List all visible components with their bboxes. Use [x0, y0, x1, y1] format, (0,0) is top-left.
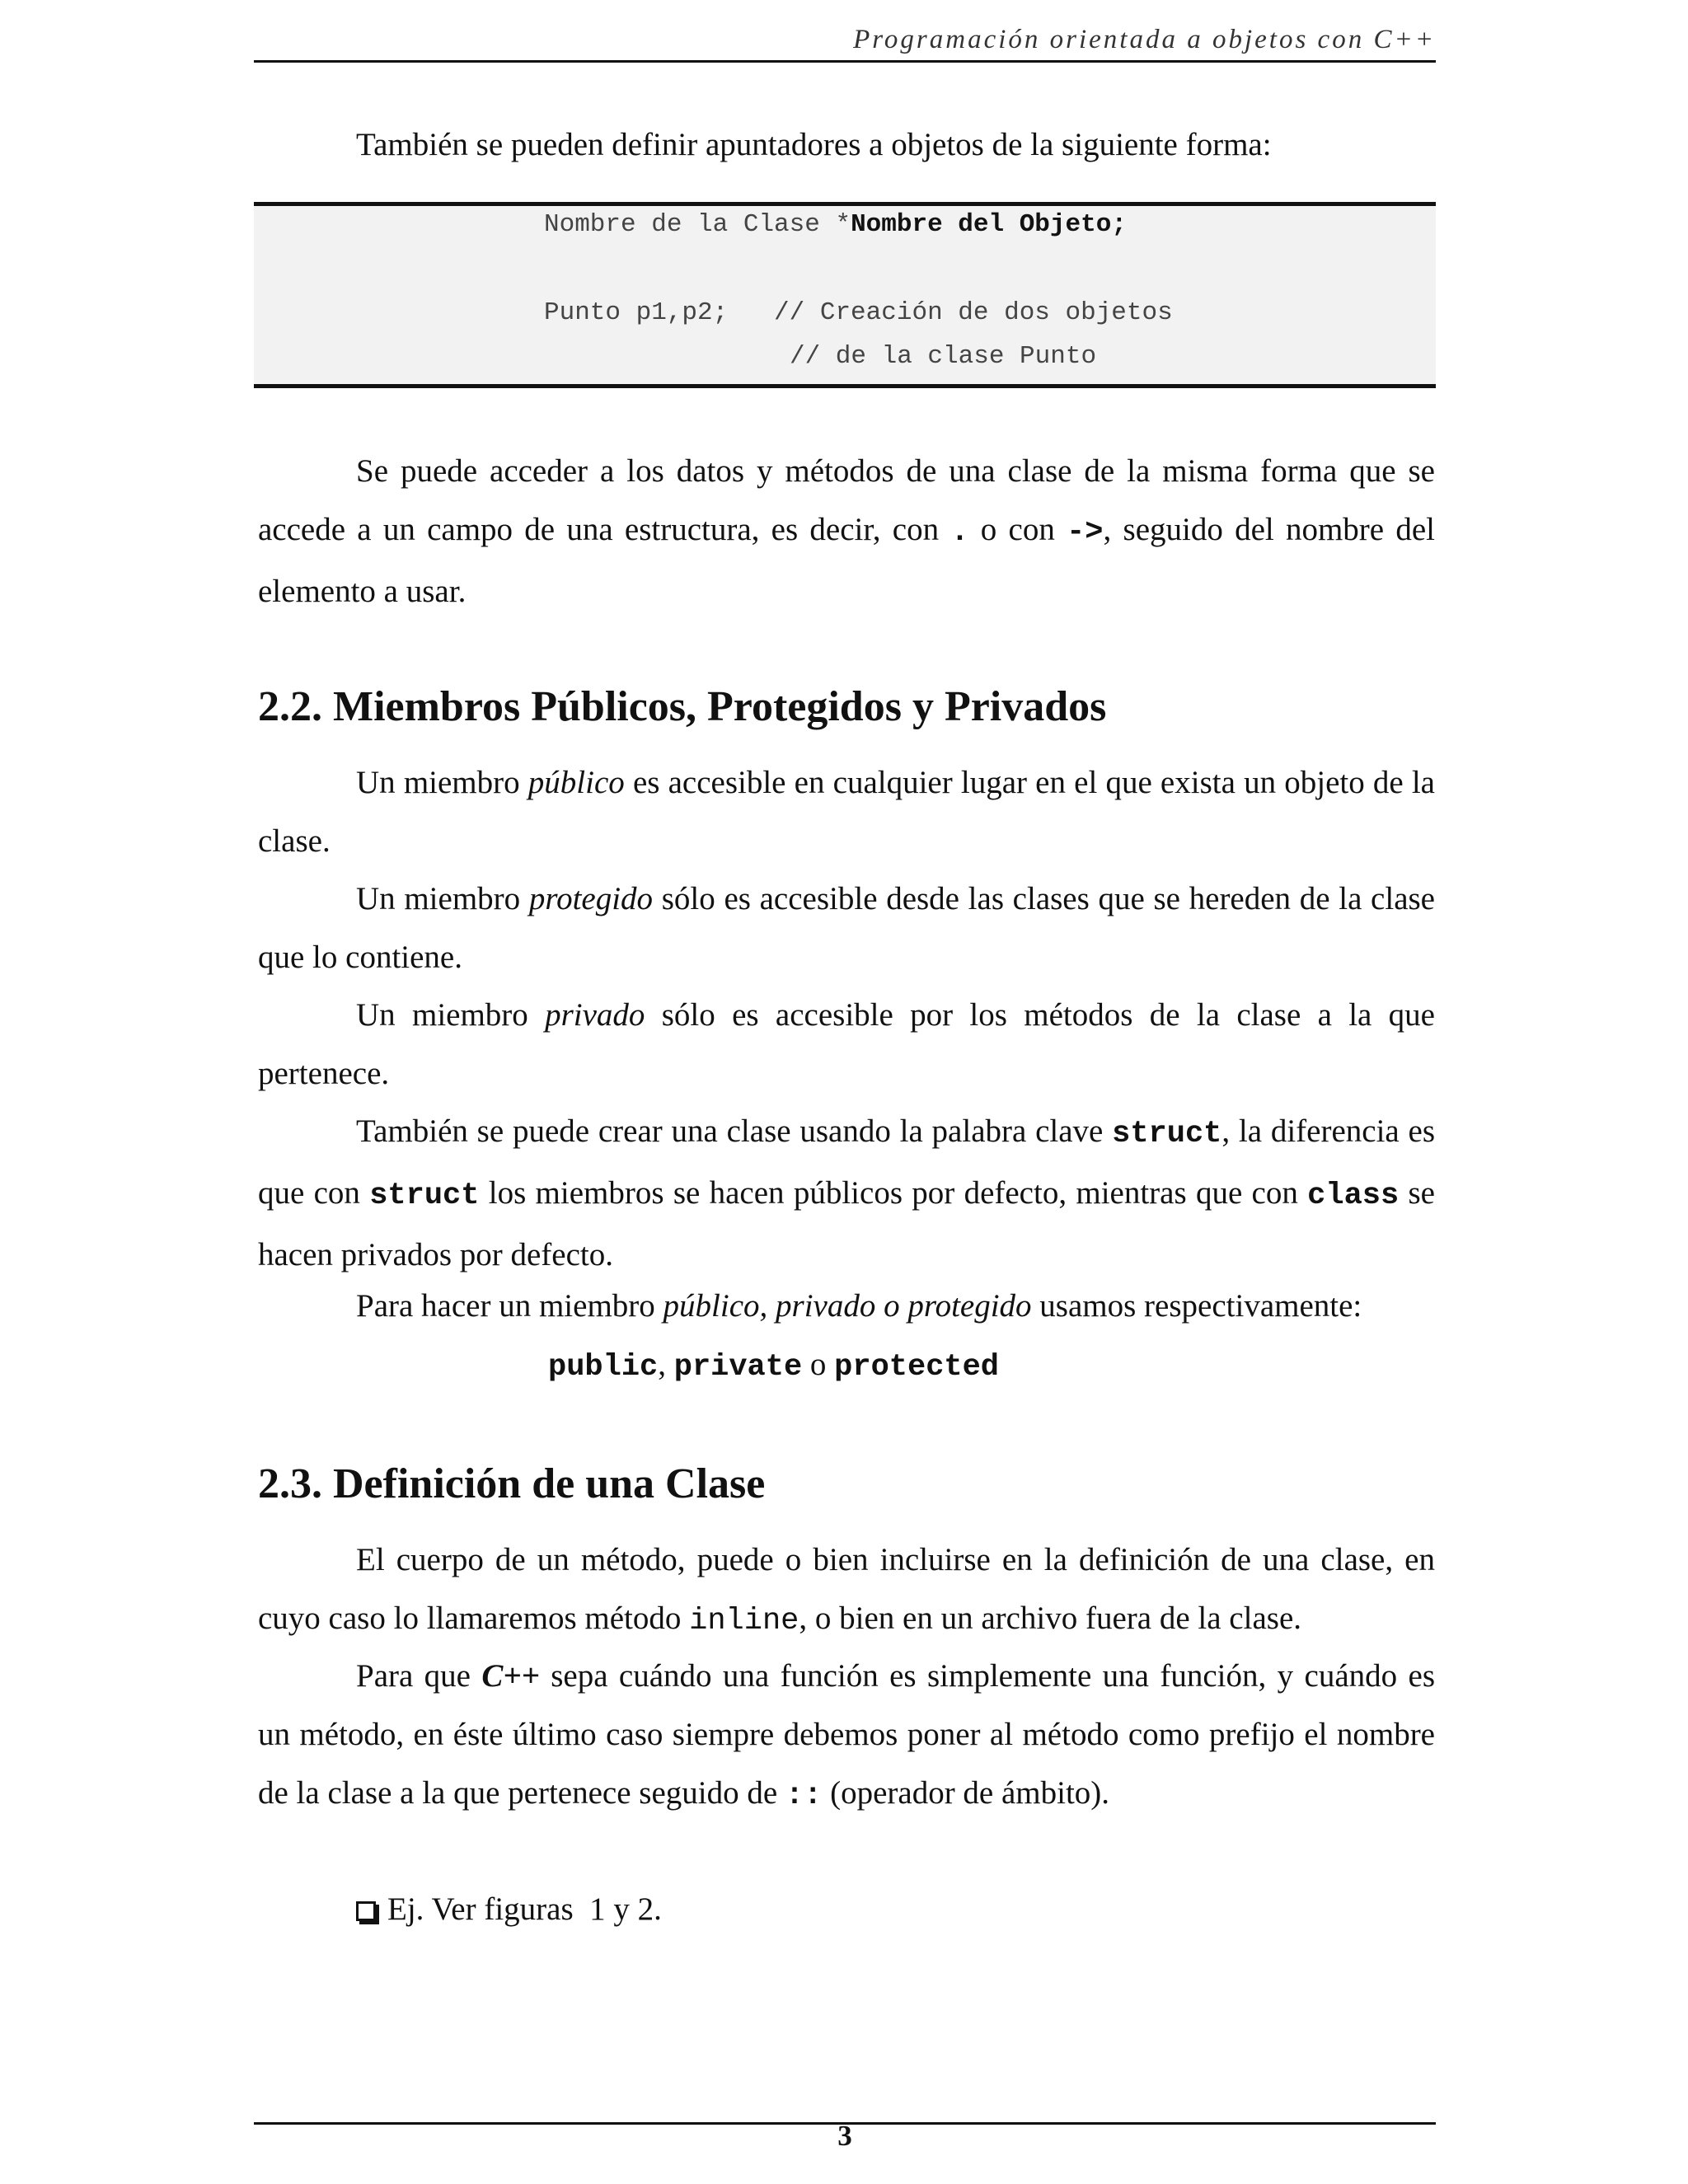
cpp-emphasis: C++ [481, 1658, 540, 1694]
keyword-separator-1: , [658, 1347, 674, 1382]
s3-p1-text-a: El cuerpo de un método, puede o bien incluirse en la definición de una clase, en cuyo caso lo llamaremos método [258, 1542, 1435, 1636]
arrow-operator: -> [1067, 515, 1104, 550]
protected-member-paragraph [258, 869, 1435, 987]
s3-p2-text-b: sepa cuándo una función es simplemente una función, y cuándo es un método, en éste último caso siempre debemos poner al método como prefijo el nombre de la clase a la que pertenece seguido de [258, 1658, 1435, 1811]
code-line-2: Punto p1,p2; // Creación de dos objetos [544, 298, 1173, 327]
p5-text-b: usamos respectivamente: [1031, 1288, 1362, 1324]
access-paragraph [258, 442, 1435, 621]
section-heading-2-3: 2.3. Definición de una Clase [258, 1460, 766, 1507]
inline-keyword: inline [689, 1604, 799, 1638]
scope-operator: :: [785, 1779, 823, 1813]
private-member-paragraph [258, 986, 1435, 1103]
access-text-3: , seguido del nombre del elemento a usar. [258, 512, 1435, 609]
p3-text-b: sólo es accesible por los métodos de la clase a la que pertenece. [258, 997, 1435, 1091]
code-line-3: // de la clase Punto [790, 342, 1097, 371]
intro-paragraph: También se pueden definir apuntadores a objetos de la siguiente forma: [356, 127, 1272, 162]
code-line-1 [544, 210, 1127, 239]
s3-p2-text-c: (operador de ámbito). [822, 1775, 1110, 1811]
p2-text-b: sólo es accesible desde las clases que se hereden de la clase que lo contiene. [258, 881, 1435, 975]
s3-p2-text-a: Para que [356, 1658, 482, 1694]
p1-text-b: es accesible en cualquier lugar en el que exista un objeto de la clase. [258, 765, 1435, 859]
struct-paragraph [258, 1102, 1435, 1284]
running-header: Programación orientada a objetos con C++ [853, 25, 1436, 54]
section-heading-2-2: 2.2. Miembros Públicos, Protegidos y Privados [258, 683, 1107, 730]
access-text-1: Se puede acceder a los datos y métodos de una clase de la misma forma que se accede a un campo de una estructura, es decir, con [258, 453, 1435, 547]
protected-keyword: protected [834, 1350, 1000, 1385]
p4-text-c: los miembros se hacen públicos por defecto, mientras que con [479, 1175, 1308, 1211]
p5-emphasis: público, privado o protegido [663, 1288, 1032, 1324]
access-keywords-line [548, 1335, 1290, 1397]
p1-text-a: Un miembro [356, 765, 528, 800]
keyword-separator-2: o [802, 1347, 835, 1382]
code-line-1-prefix: Nombre de la Clase * [544, 210, 851, 239]
private-keyword: private [673, 1350, 803, 1385]
struct-keyword: struct [1112, 1117, 1222, 1151]
scope-operator-paragraph [258, 1647, 1435, 1825]
dot-operator: . [950, 515, 969, 550]
p4-text-a: También se puede crear una clase usando la palabra clave [356, 1113, 1113, 1149]
inline-method-paragraph [258, 1530, 1435, 1651]
p4-text-d: se hacen privados por defecto. [258, 1175, 1435, 1272]
example-line [356, 1880, 1345, 1938]
p2-text-a: Un miembro [356, 881, 529, 916]
struct-keyword-2: struct [369, 1179, 480, 1213]
p4-text-b: , la diferencia es que con [258, 1113, 1435, 1211]
page-number: 3 [837, 2120, 852, 2152]
p1-emphasis: público [528, 765, 625, 800]
code-block [254, 202, 1436, 388]
public-keyword: public [548, 1350, 659, 1385]
p3-text-a: Un miembro [356, 997, 546, 1033]
s3-p1-text-b: , o bien en un archivo fuera de la clase. [799, 1601, 1302, 1636]
p5-text-a: Para hacer un miembro [356, 1288, 663, 1324]
p2-emphasis: protegido [528, 881, 654, 916]
p3-emphasis: privado [545, 997, 645, 1033]
public-member-paragraph [258, 753, 1435, 870]
header-rule [254, 60, 1436, 63]
checkbox-bullet-icon [356, 1901, 376, 1921]
access-specifiers-paragraph [258, 1277, 1435, 1335]
class-keyword: class [1307, 1179, 1400, 1213]
code-line-1-bold: Nombre del Objeto; [851, 210, 1127, 239]
example-text: Ej. Ver figuras 1 y 2. [387, 1891, 662, 1927]
access-text-2: o con [968, 512, 1067, 547]
